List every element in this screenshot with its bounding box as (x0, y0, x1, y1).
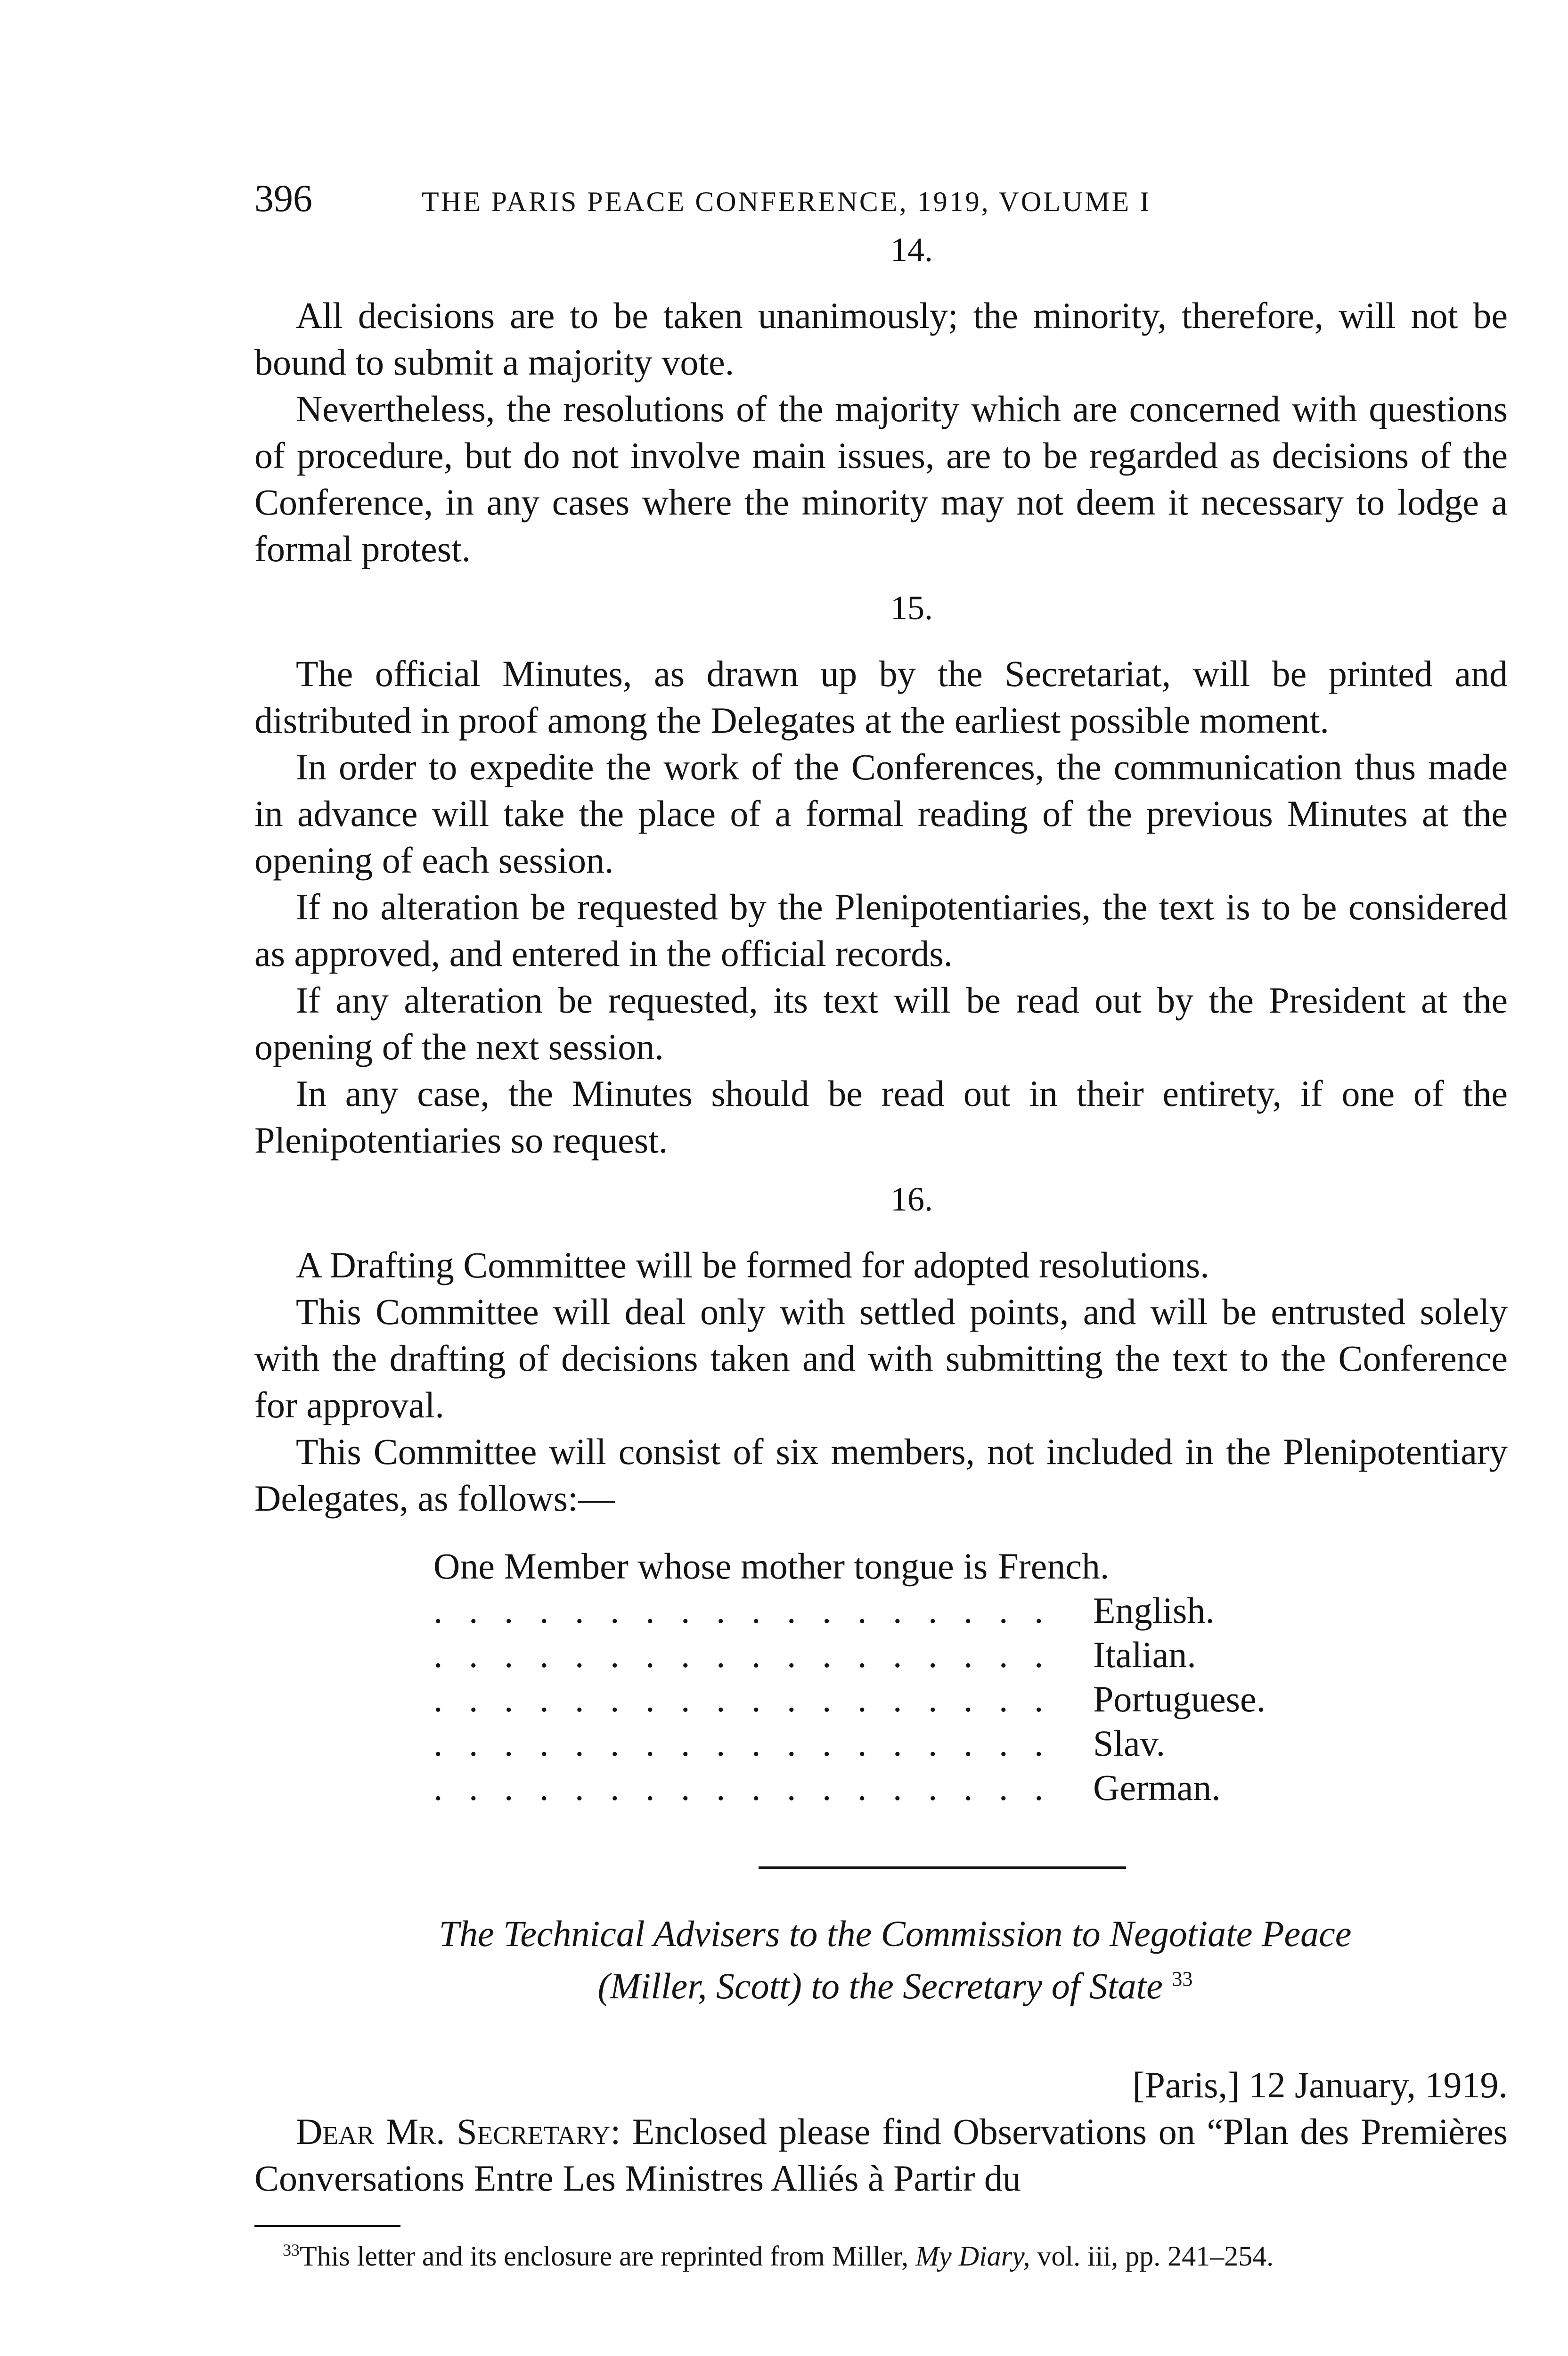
section-number-15: 15. (890, 589, 933, 627)
list-item (433, 1633, 1508, 1677)
footnote-text-before: This letter and its enclosure are reprinted from Miller, (300, 2241, 909, 2272)
member-language-list (433, 1544, 1508, 1810)
running-title: THE PARIS PEACE CONFERENCE, 1919, VOLUME I (422, 186, 1152, 217)
footnote-divider (254, 2225, 400, 2227)
list-item (433, 1766, 1508, 1810)
section-divider (759, 1866, 1126, 1869)
footnote-reference: 33 (1172, 1967, 1193, 1990)
language: English. (1093, 1590, 1215, 1631)
leader-dots: . . . . . . . . . . . . . . . . . . (433, 1634, 1052, 1675)
paragraph: This Committee will consist of six members, not included in the Plenipotentiary Delegates, as follows:— (254, 1431, 1508, 1519)
footnote-marker: 33 (283, 2241, 300, 2259)
paragraph: The official Minutes, as drawn up by the Secretariat, will be printed and distributed in proof among the Delegates at the earliest possible moment. (254, 653, 1508, 741)
footnote-text-after: vol. iii, pp. 241–254. (1037, 2241, 1274, 2272)
language: French. (998, 1546, 1110, 1587)
leader-dots: . . . . . . . . . . . . . . . . . . (433, 1767, 1052, 1808)
page-number: 396 (254, 177, 312, 220)
language: Slav. (1093, 1723, 1166, 1764)
page (254, 179, 1508, 2273)
document-title-line-1: The Technical Advisers to the Commission to Negotiate Peace (439, 1913, 1352, 1954)
list-item (433, 1677, 1508, 1721)
language: Italian. (1093, 1634, 1196, 1675)
paragraph: If any alteration be requested, its text will be read out by the President at the opening of the next session. (254, 980, 1508, 1067)
leader-dots: . . . . . . . . . . . . . . . . . . (433, 1590, 1052, 1631)
paragraph: In any case, the Minutes should be read out in their entirety, if one of the Plenipotentiaries so request. (254, 1073, 1508, 1161)
letter-body (254, 2108, 1508, 2201)
page-header (254, 179, 1508, 226)
paragraph: A Drafting Committee will be formed for adopted resolutions. (296, 1244, 1209, 1285)
salutation: Dear Mr. Secretary: (296, 2111, 621, 2152)
paragraph: If no alteration be requested by the Plenipotentiaries, the text is to be considered as approved, and entered in the official records. (254, 886, 1508, 974)
footnote-work-title: My Diary, (915, 2241, 1030, 2272)
section-number-14: 14. (890, 231, 933, 269)
paragraph: Nevertheless, the resolutions of the majority which are concerned with questions of procedure, but do not involve main issues, are to be regarded as decisions of the Conference, in any cases where the minority may not deem it necessary to lodge a formal protest. (254, 388, 1508, 569)
footnote (254, 2233, 1508, 2273)
letter-body-text: Enclosed please find Observations on “Plan des Premières Conversations Entre Les Ministres Alliés à Partir du (254, 2111, 1508, 2199)
leader-dots: . . . . . . . . . . . . . . . . . . (433, 1723, 1052, 1764)
list-item (433, 1721, 1508, 1766)
document-title-line-2-text: (Miller, Scott) to the Secretary of State (597, 1965, 1163, 2006)
list-item (433, 1544, 1508, 1588)
document-title (254, 1911, 1508, 2009)
list-item (433, 1588, 1508, 1633)
language: German. (1093, 1767, 1221, 1808)
paragraph: All decisions are to be taken unanimously; the minority, therefore, will not be bound to submit a majority vote. (254, 295, 1508, 383)
language: Portuguese. (1093, 1678, 1266, 1719)
member-lead-text: One Member whose mother tongue is (433, 1546, 988, 1587)
paragraph: This Committee will deal only with settled points, and will be entrusted solely with the drafting of decisions taken and with submitting the text to the Conference for approval. (254, 1291, 1508, 1425)
document-title-line-2 (283, 1956, 1508, 2009)
leader-dots: . . . . . . . . . . . . . . . . . . (433, 1678, 1052, 1719)
section-number-16: 16. (890, 1180, 933, 1218)
paragraph: In order to expedite the work of the Conferences, the communication thus made in advance will take the place of a formal reading of the previous Minutes at the opening of each session. (254, 746, 1508, 881)
dateline: [Paris,] 12 January, 1919. (1132, 2064, 1508, 2105)
